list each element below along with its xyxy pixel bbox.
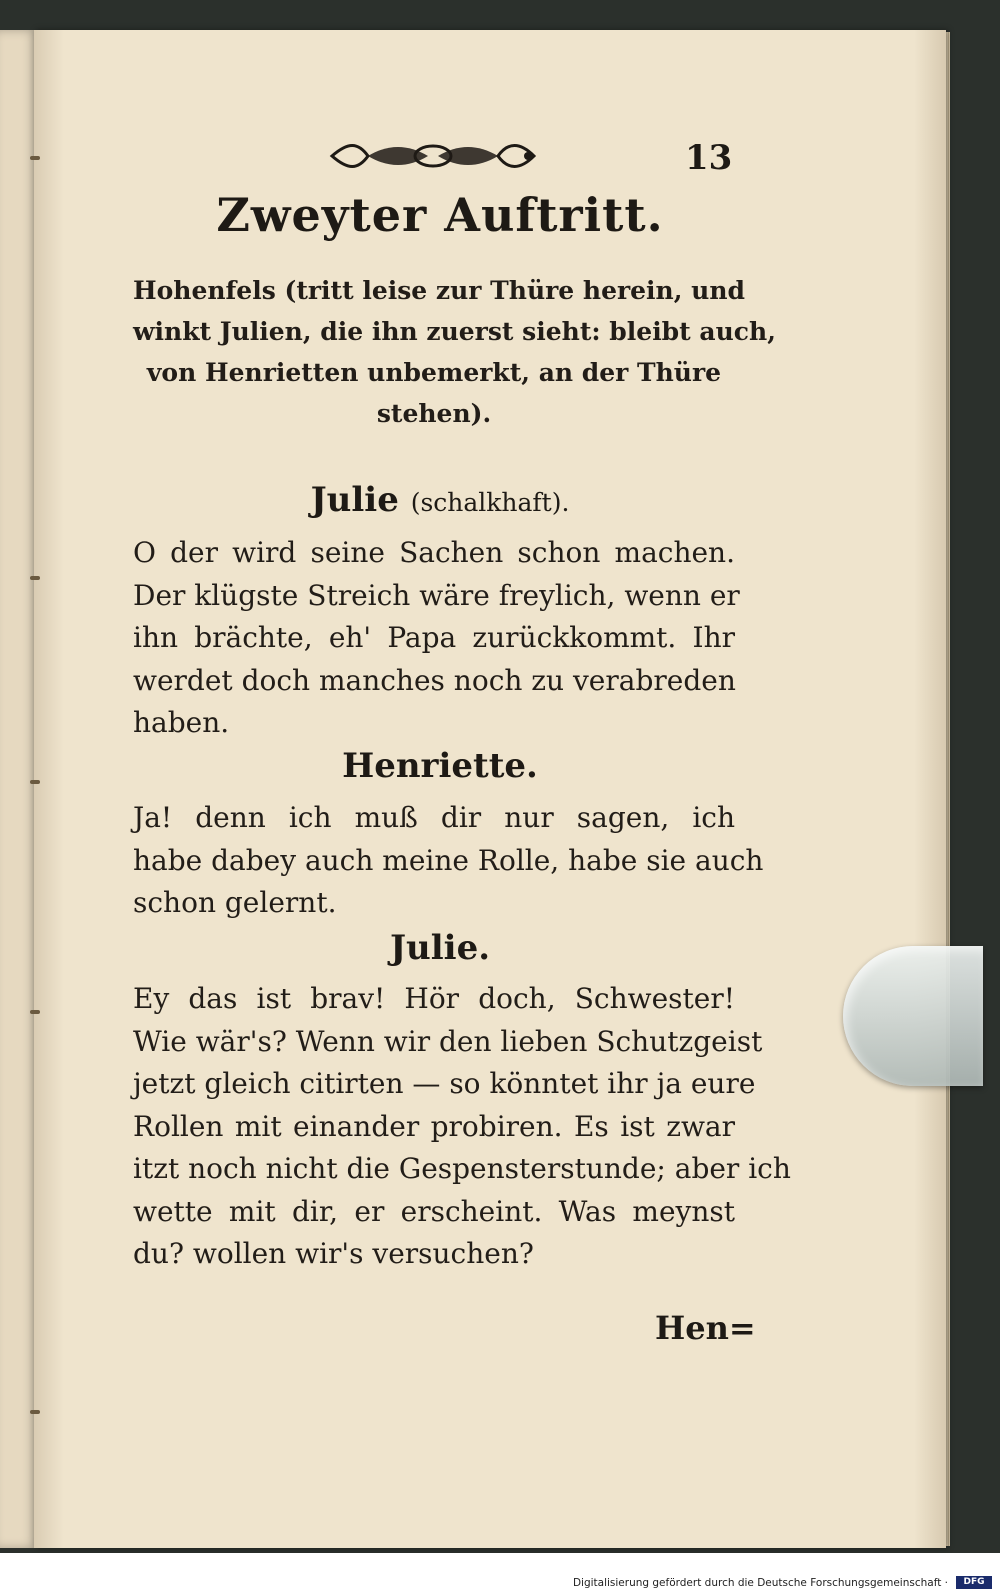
- speech-line: Ey das ist brav! Hör doch, Schwester!: [133, 982, 735, 1015]
- binding-stitch: [30, 1010, 40, 1014]
- page-clip-holder: [843, 946, 983, 1086]
- speech-line: du? wollen wir's versuchen?: [133, 1237, 534, 1270]
- stage-direction-line: von Henrietten unbemerkt, an der Thüre: [146, 358, 722, 387]
- speech-line: werdet doch manches noch zu verabreden: [133, 663, 736, 697]
- binding-stitch: [30, 156, 40, 160]
- book-page: [34, 30, 946, 1548]
- speech-block: [133, 978, 791, 1276]
- speech-line: O der wird seine Sachen schon machen.: [133, 536, 735, 569]
- dfg-logo: DFG: [956, 1576, 992, 1589]
- speaker-label: Julie.: [389, 928, 491, 968]
- scene-heading: Zweyter Auftritt.: [216, 188, 664, 242]
- left-page-edge: [0, 30, 38, 1548]
- catchword: Hen=: [655, 1309, 756, 1347]
- speaker-name: [140, 480, 740, 520]
- speech-line: itzt noch nicht die Gespensterstunde; aber ich: [133, 1152, 791, 1185]
- speech-block: [133, 532, 740, 745]
- speaker-direction: (schalkhaft).: [410, 488, 570, 517]
- speaker-label: Henriette.: [342, 746, 538, 786]
- stage-direction-line: winkt Julien, die ihn zuerst sieht: bleibt auch,: [133, 317, 776, 346]
- stage-direction-line: stehen).: [376, 399, 492, 428]
- ornament-vignette-icon: [328, 134, 538, 178]
- binding-stitch: [30, 1410, 40, 1414]
- speech-line: ihn brächte, eh' Papa zurückkommt. Ihr: [133, 621, 735, 654]
- speaker-name: [140, 928, 740, 968]
- stage-direction-line: Hohenfels (tritt leise zur Thüre herein, und: [133, 276, 745, 305]
- footer-credit: Digitalisierung gefördert durch die Deutsche Forschungsgemeinschaft ·: [572, 1577, 948, 1589]
- speech-line: wette mit dir, er erscheint. Was meynst: [133, 1194, 735, 1228]
- binding-stitch: [30, 576, 40, 580]
- speech-line: Rollen mit einander probiren. Es ist zwar: [133, 1109, 735, 1143]
- binding-stitch: [30, 780, 40, 784]
- speech-line: jetzt gleich citirten — so könntet ihr ja eure: [133, 1067, 756, 1100]
- speech-line: habe dabey auch meine Rolle, habe sie auch: [133, 843, 764, 877]
- speaker-name: [140, 746, 740, 786]
- speech-line: Wie wär's? Wenn wir den lieben Schutzgeist: [133, 1024, 763, 1058]
- page-number: 13: [685, 138, 733, 178]
- speech-line: Der klügste Streich wäre freylich, wenn er: [133, 578, 740, 612]
- stage-direction: [133, 270, 776, 434]
- speech-line: Ja! denn ich muß dir nur sagen, ich: [133, 801, 735, 834]
- speech-block: [133, 797, 764, 925]
- speech-line: haben.: [133, 706, 230, 739]
- speech-line: schon gelernt.: [133, 886, 337, 919]
- speaker-label: Julie: [310, 480, 399, 520]
